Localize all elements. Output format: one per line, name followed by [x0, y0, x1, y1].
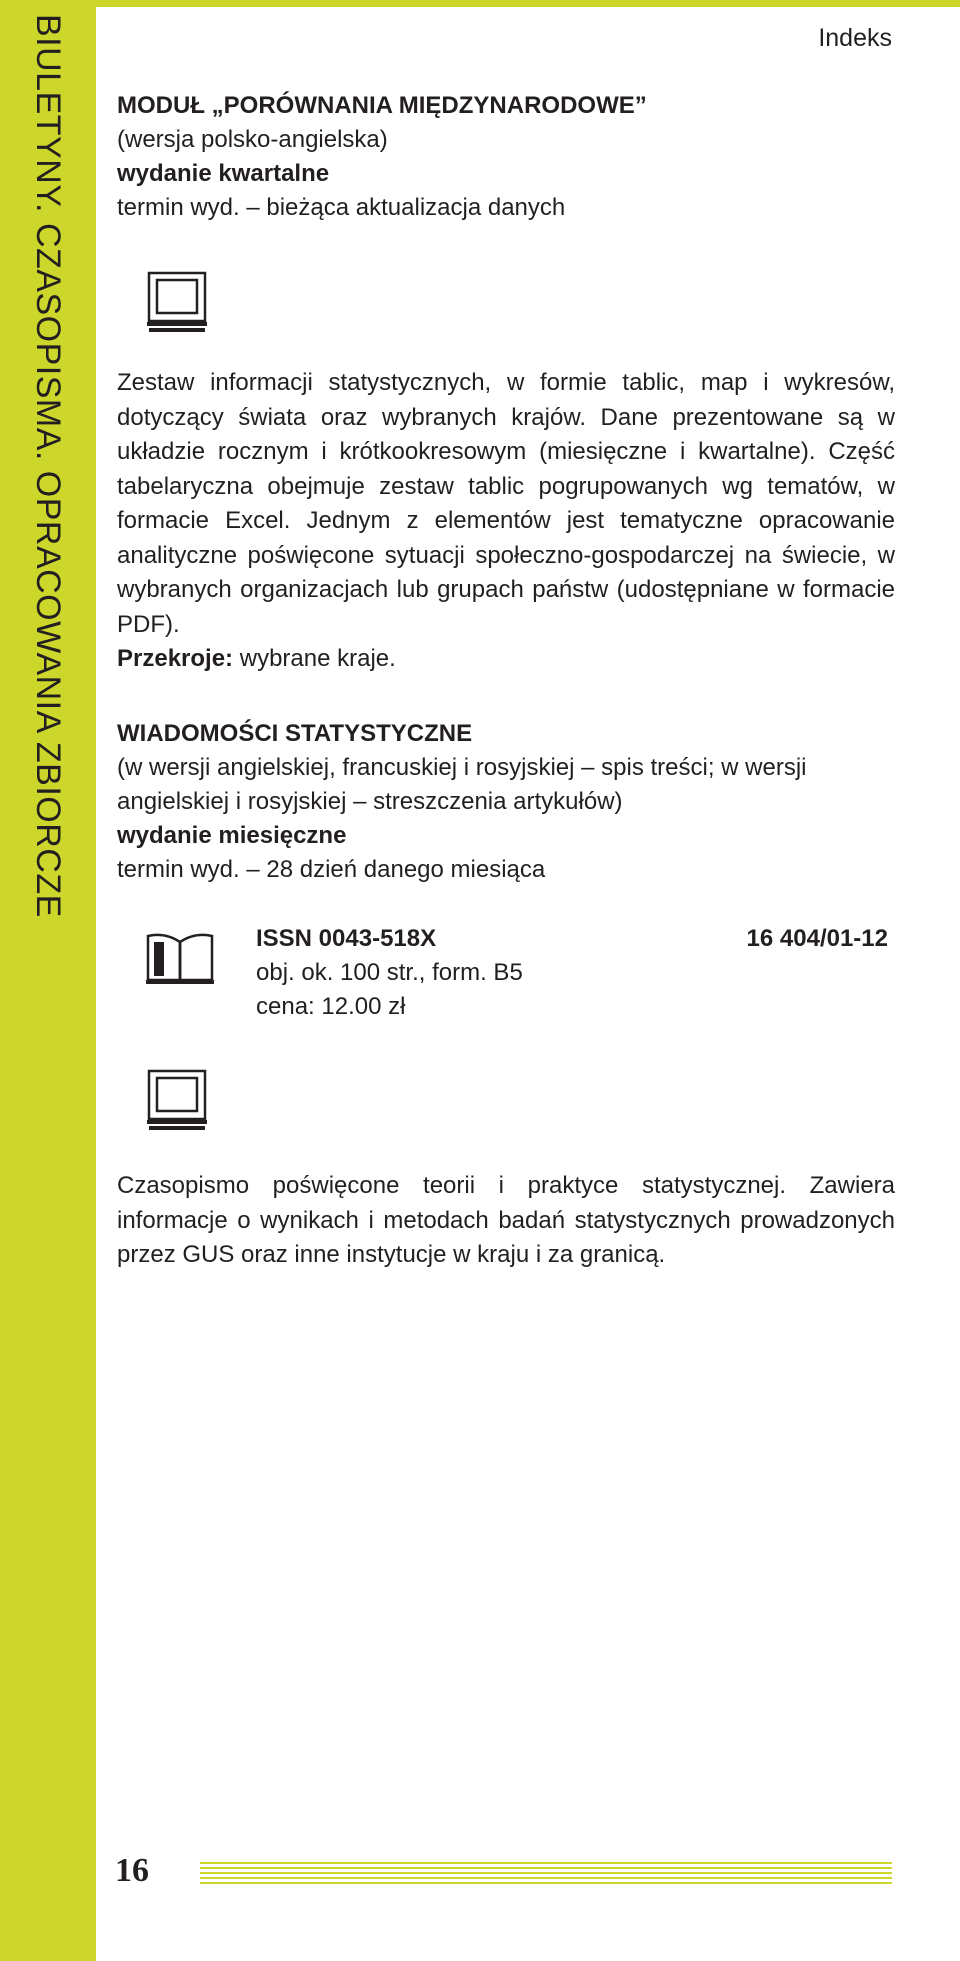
issn: ISSN 0043-518X: [256, 925, 437, 952]
header-label: Indeks: [818, 24, 892, 52]
footer-rule: [200, 1862, 892, 1887]
section-wiadomosci-description: [117, 1169, 895, 1273]
monitor-icon: [145, 270, 209, 334]
section-wiadomosci-header: [117, 717, 895, 887]
price: cena: 12.00 zł: [256, 993, 406, 1020]
description-text: Czasopismo poświęcone teorii i praktyce statystycznej. Zawiera informacje o wynikach i metodach badań statystycznych prowadzonych przez GUS oraz inne instytucje w kraju i za granicą.: [117, 1172, 895, 1268]
breakdown-value: wybrane kraje.: [233, 645, 396, 672]
section-frequency: wydanie kwartalne: [117, 160, 330, 187]
open-book-icon: [145, 930, 215, 986]
breakdown-line: [117, 642, 895, 677]
section-title: MODUŁ „PORÓWNANIA MIĘDZYNARODOWE”: [117, 92, 647, 119]
side-bar: [0, 0, 96, 1961]
section-release: termin wyd. – bieżąca aktualizacja danych: [117, 194, 566, 221]
catalog-code: 16 404/01-12: [746, 925, 888, 952]
volume: obj. ok. 100 str., form. B5: [256, 959, 523, 986]
monitor-icon: [145, 1068, 209, 1132]
section-release: termin wyd. – 28 dzień danego miesiąca: [117, 856, 546, 883]
section-porownania-header: [117, 89, 895, 225]
section-subtitle: (wersja polsko-angielska): [117, 126, 388, 153]
section-subtitle-line2: angielskiej i rosyjskiej – streszczenia artykułów): [117, 788, 623, 815]
section-subtitle-line1: (w wersji angielskiej, francuskiej i rosyjskiej – spis treści; w wersji: [117, 754, 807, 781]
page-number: 16: [115, 1852, 149, 1889]
section-porownania-description: [117, 366, 895, 677]
description-text: Zestaw informacji statystycznych, w formie tablic, map i wykresów, dotyczący świata oraz wybranych krajów. Dane prezentowane są w układzie rocznym i krótkookresowym (miesięczne i kwartalne). Część tabelaryczna obejmuje zestaw tablic pogrupowanych wg tematów, w formacie Excel. Jednym z elementów jest tematyczne opracowanie analityczne poświęcone sytuacji społeczno-gospodarczej na świecie, w wybranych organizacjach lub grupach państw (udostępniane w formacie PDF).: [117, 369, 895, 638]
side-title: BIULETYNY. CZASOPISMA. OPRACOWANIA ZBIORCZE: [29, 14, 67, 918]
breakdown-label: Przekroje:: [117, 645, 234, 672]
top-accent-strip: [96, 0, 960, 7]
publication-details: [256, 922, 888, 1024]
section-title: WIADOMOŚCI STATYSTYCZNE: [117, 720, 473, 747]
issn-row: [256, 922, 888, 956]
section-frequency: wydanie miesięczne: [117, 822, 347, 849]
